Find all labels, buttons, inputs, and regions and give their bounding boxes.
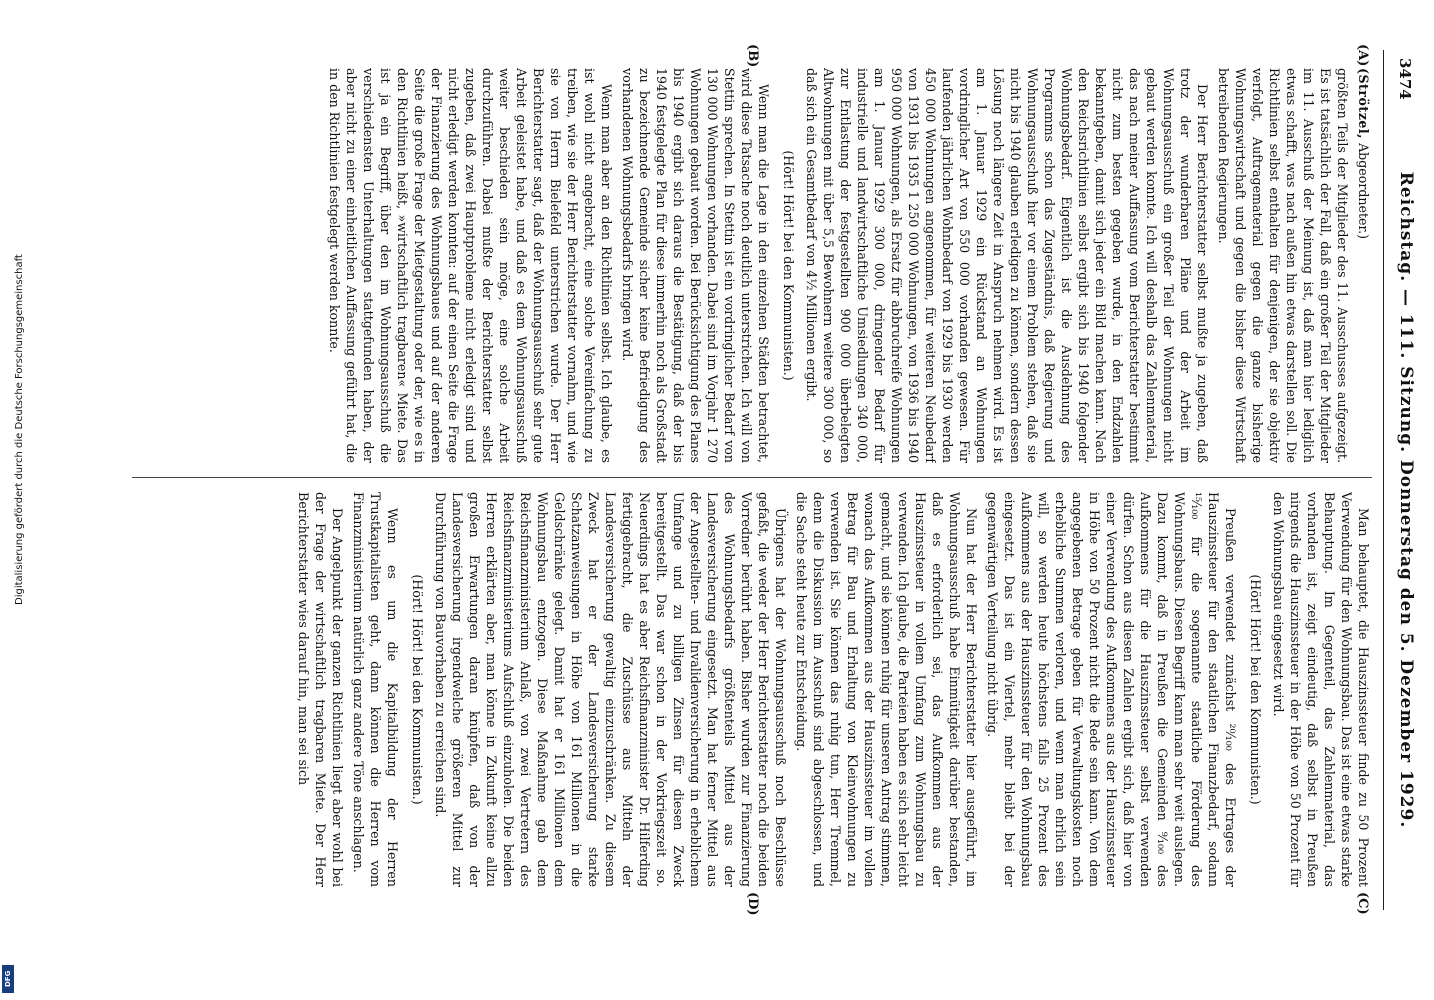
speaker-line: [1355, 68, 1372, 463]
page-header-title: Reichstag. — 111. Sitzung. Donnerstag den 5. Dezember 1929.: [1396, 171, 1416, 829]
right-column: [132, 492, 1372, 887]
heckle-right-1: (Hört! Hört! bei den Kommunisten.): [1248, 574, 1263, 805]
margin-mark-b: (B): [745, 44, 760, 68]
column-separator: [132, 477, 1372, 478]
margin-mark-a: (A): [1355, 44, 1370, 67]
heckle-right-2: (Hört! Hört! bei den Kommunisten.): [410, 574, 425, 805]
margin-mark-c: (C): [1355, 892, 1370, 915]
left-paragraph-1: größten Teils der Mitglieder des 11. Ausschusses aufgezeigt. Es ist tatsächlich der Fall, daß ein großer Teil der Mitglieder im 11. Ausschuß der Meinung ist, daß man hier lediglich etwas schafft, was nach außen hin etwas darstellen soll. Die Richtlinien selbst enthalten für denjenigen, der sie objektiv verfolgt, Auftragematerial gegen die ganze bisherige Wohnungswirtschaft und gegen die bisher diese Wirtschaft betreibenden Regierungen.: [1216, 68, 1350, 463]
left-paragraph-4: Wenn man aber an den Richtlinien selbst. Ich glaube, es ist wohl nicht angebracht, eine solche Vereinfachung zu treiben, wie sie der Herr Berichterstatter vornahm, und wie sie von Herrn Bielefeld unterstrichen wurde. Der Herr Berichterstatter sagt, daß der Wohnungsausschuß sehr gute Arbeit geleistet habe, und daß es dem Wohnungsausschuß weiter beschieden sein möge, eine solche Arbeit durchzuführen. Dabei mußte der Berichterstatter selbst zugeben, daß zwei Hauptprobleme nicht erledigt sind und nicht erledigt werden konnten: auf der einen Seite die Frage der Finanzierung des Wohnungsbaues und auf der anderen Seite die große Frage der Mietgestaltung oder der, wie es in den Richtlinien heißt, »wirtschaftlich tragbaren« Miete. Das ist ja ein Begriff, über den im Wohnungsausschuß die verschiedensten Unterhaltungen stattgefunden haben, der aber nicht zu einer einheitlichen Auffassung geführt hat, die in den Richtlinien festgelegt werden konnte.: [327, 68, 614, 463]
left-paragraph-2: Der Herr Berichterstatter selbst mußte ja zugeben, daß trotz der wunderbaren Pläne und der Arbeit im Wohnungsausschuß ein großer Teil der Wohnungen nicht gebaut werden konnte. Ich will deshalb das Zahlenmaterial, das nach meiner Auffassung vom Berichterstatter bestimmt nicht zum besten gegeben wurde, in den Endzahlen bekanntgeben, damit sich jeder ein Bild machen kann. Nach den Reichsrichtlinien selbst ergibt sich bis 1940 folgender Wohnungsbedarf. Eigentlich ist die Ausdehnung des Programms schon das Zugeständnis, daß Regierung und Wohnungsausschuß hier vor einem Problem stehen, daß sie nicht bis 1940 glauben erledigen zu können, sondern dessen Lösung noch längere Zeit in Anspruch nehmen wird. Es ist am 1. Januar 1929 ein Rückstand an Wohnungen vordringlicher Art von 550 000 vorhanden gewesen. Für laufenden jährlichen Wohnbedarf von 1929 bis 1930 werden 450 000 Wohnungen angenommen, für weiteren Neubedarf von 1931 bis 1935 1 250 000 Wohnungen, von 1936 bis 1940 950 000 Wohnungen, als Ersatz für abbruchreife Wohnungen am 1. Januar 1929 300 000, dringender Bedarf für industrielle und landwirtschaftliche Umsiedlungen 340 000, zur Entlastung der festgestellten 900 000 überbelegten Altwohnungen mit über 5,5 Bewohnern weitere 300 000, so daß sich ein Gesamtbedarf von 4½ Millionen ergibt.: [804, 68, 1210, 463]
credit-text: Digitalisierung gefördert durch die Deutsche Forschungsgemeinschaft: [14, 254, 25, 605]
right-paragraph-1: Man behauptet, die Hauszinssteuer finde zu 50 Prozent Verwendung für den Wohnungsbau. Das ist eine etwas starke Behauptung. Im Gegenteil, das Zahlenmaterial, das vorhanden ist, zeigt eindeutig, daß selbst in Preußen nirgends die Hauszinssteuer in der Höhe von 50 Prozent für den Wohnungsbau eingesetzt wird.: [1271, 492, 1371, 887]
speaker-role: Abgeordneter.): [1356, 143, 1371, 240]
left-column: [132, 68, 1372, 463]
right-paragraph-6: Der Angelpunkt der ganzen Richtlinien liegt aber wohl bei der Frage der wirtschaftlich tragbaren Miete. Der Herr Berichterstatter wies darauf hin, man sei sich: [296, 492, 345, 887]
digitization-credit: [0, 0, 25, 1000]
right-paragraph-2: Preußen verwendet zunächst ²⁰⁄₁₀₀ des Ertrages der Hauszinssteuer für den staatlichen Finanzbedarf, sodann ¹⁵⁄₁₀₀ für die sogenannte staatliche Förderung des Wohnungsbaus. Diesen Begriff kann man sehr weit auslegen. Dazu kommt, daß in Preußen die Gemeinden ⁹⁄₁₀₀ des Aufkommens für die Hauszinssteuer selbst verwenden dürfen. Schon aus diesen Zahlen ergibt sich, daß hier von einer Verwendung des Aufkommens aus der Hauszinssteuer in Höhe von 50 Prozent nicht die Rede sein kann. Von dem angegebenen Betrage geben für Verwaltungskosten noch erhebliche Summen verloren, und wenn man ehrlich sein will, so werden heute höchstens falls 25 Prozent des Aufkommens aus der Hauszinssteuer für den Wohnungsbau eingesetzt. Das ist ein Viertel, mehr bleibt bei der gegenwärtigen Verteilung nicht übrig.: [985, 492, 1238, 887]
right-paragraph-4: Übrigens hat der Wohnungsausschuß noch Beschlüsse gefaßt, die weder der Herr Berichterstatter noch die beiden Vorredner berührt haben. Bisher wurden zur Finanzierung des Wohnungsbedarfs größtenteils Mittel aus der Landesversicherung eingesetzt. Man hat ferner Mittel aus der Angestellten- und Invalidenversicherung in erheblichem Umfange und zu billigen Zinsen für diesen Zweck bereitgestellt. Das war schon in der Vorkriegszeit so. Neuerdings hat es aber Reichsfinanzminister Dr. Hilferding fertiggebracht, die Zuschüsse aus Mitteln der Landesversicherung gewaltig einzuschränken. Zu diesem Zweck hat er der Landesversicherung starke Schatzanweisungen in Höhe von 161 Millionen in die Geldschränke gelegt. Damit hat er 161 Millionen dem Wohnungsbau entzogen. Diese Maßnahme gab dem Reichsfinanzministerium Anlaß, von zwei Vertretern des Reichsfinanzministeriums Aufschluß einzuholen. Die beiden Herren erklärten aber, man könne in Zukunft keine allzu großen Erwartungen daran knüpfen, daß von der Landesversicherung irgendwelche größeren Mittel zur Durchführung von Bauvorhaben zu erreichen sind.: [433, 492, 788, 887]
heckle-left-1: (Hört! Hört! bei den Kommunisten.): [781, 150, 796, 381]
right-paragraph-5: Wenn es um die Kapitalbildung der Herren Trustkapitalisten geht, dann können die Herren vom Finanzministerium natürlich ganz andere Töne anschlagen.: [351, 492, 400, 887]
header-rule: [1383, 50, 1384, 910]
left-paragraph-3: Wenn man die Lage in den einzelnen Städten betrachtet, wird diese Tatsache noch deutlich unterstrichen. Ich will von Stettin sprechen. In Stettin ist ein vordringlicher Bedarf von 130 000 Wohnungen vorhanden. Dabei sind im Vorjahr 1 270 Wohnungen gebaut worden. Bei Berücksichtigung des Planes bis 1940 ergibt sich daraus die Bestätigung, daß der bis 1940 festgelegte Plan für diese immerhin noch als Großstadt zu bezeichnende Gemeinde sicher keine Befriedigung des vorhandenen Wohnungsbedarfs bringen wird.: [620, 68, 771, 463]
right-paragraph-3: Nun hat der Herr Berichterstatter hier ausgeführt, im Wohnungsausschuß habe Einmütigkeit darüber bestanden, daß es erforderlich sei, das Aufkommen aus der Hauszinssteuer in vollem Umfang zum Wohnungsbau zu verwenden. Ich glaube, die Parteien haben es sich sehr leicht gemacht, und sie können ruhig für unseren Antrag stimmen, wonach das Aufkommen aus der Hauszinssteuer im vollen Betrag für Bau und Erhaltung von Kleinwohnungen zu verwenden ist. Sie können das ruhig tun, Herr Tremmel, denn die Diskussion im Ausschuß sind abgeschlossen, und die Sache steht heute zur Entscheidung.: [794, 492, 979, 887]
rotated-page: [100, 40, 1420, 920]
speaker-name: (Strötzel,: [1356, 68, 1371, 140]
page-number: 3474: [1396, 58, 1414, 100]
dfg-logo: DFG: [2, 965, 14, 993]
margin-mark-d: (D): [745, 892, 760, 916]
